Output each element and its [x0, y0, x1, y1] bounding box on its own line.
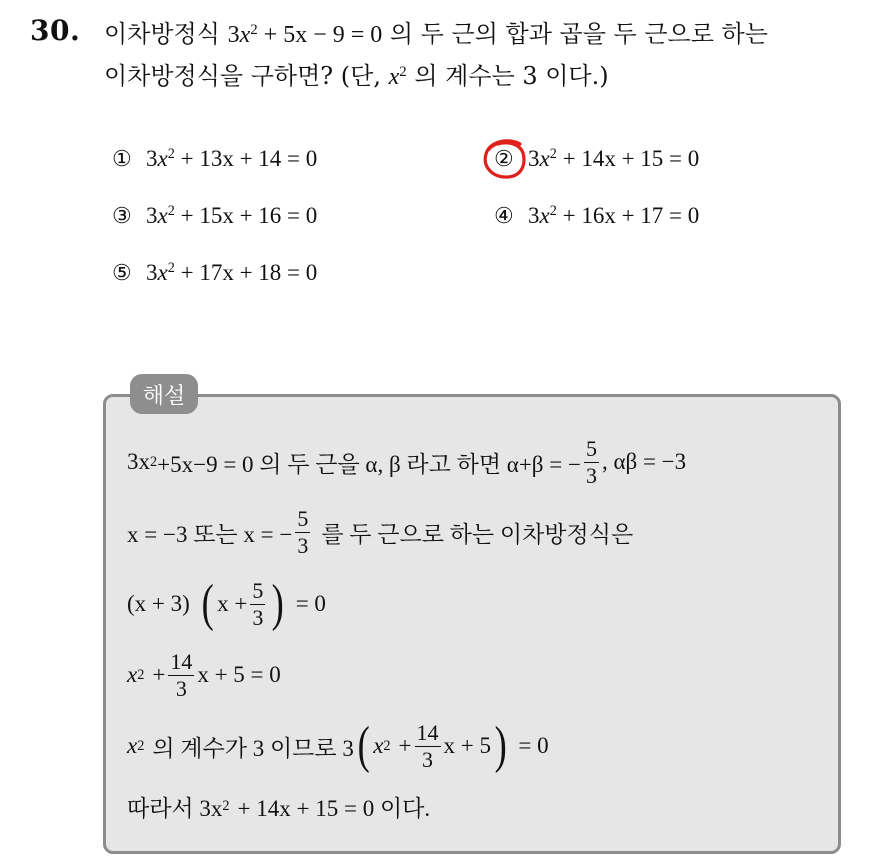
solution-line-5: x 2 의 계수가 3 이므로 3 ( x 2 + $\frac{14}{3}$ x + 5 ) = 0 [127, 717, 549, 774]
fraction: $\frac{14}{3}$ [170, 649, 193, 701]
choice-expression: $3x^2 + 16x + 17 = 0$ [528, 203, 700, 228]
solution-line-2: x = −3 또는 x = − $\frac{5}{3}$ 를 두 근으로 하는 이차방정식은 [127, 506, 634, 558]
question-prefix-2: 이차방정식을 구하면? (단, [104, 62, 381, 90]
question-variable: $x^2$ [388, 63, 407, 90]
answer-circle-mark [480, 136, 530, 182]
solution-tab-label: 해설 [130, 374, 198, 414]
choice-expression: $3x^2 + 17x + 18 = 0$ [146, 260, 318, 285]
choice-number: ⑤ [112, 260, 132, 285]
choice-5[interactable] [112, 260, 317, 286]
choice-4[interactable] [494, 203, 699, 229]
question-prefix: 이차방정식 [104, 20, 220, 48]
fraction: $\frac{5}{3}$ [252, 578, 264, 630]
question-suffix-2: 의 계수는 3 이다.) [414, 62, 609, 90]
choice-number: ③ [112, 203, 132, 228]
question-number: 30. [30, 14, 81, 47]
solution-line-6: 따라서 3x 2 + 14x + 15 = 0 이다. [127, 795, 431, 821]
question-text-line-1 [104, 14, 768, 49]
fraction: $\frac{14}{3}$ [416, 720, 439, 772]
solution-line-3: (x + 3) ( x + $\frac{5}{3}$ ) = 0 [127, 575, 326, 632]
choice-1[interactable] [112, 146, 317, 172]
choice-3[interactable] [112, 203, 317, 229]
question-text-line-2 [104, 56, 609, 91]
solution-line-1: 3x 2 +5x−9 = 0 의 두 근을 α, β 라고 하면 α+β = − $\frac{5}{3}$ , αβ = −3 [127, 436, 687, 488]
choice-number: ① [112, 146, 132, 171]
choice-expression: $3x^2 + 15x + 16 = 0$ [146, 203, 318, 228]
fraction: $\frac{5}{3}$ [585, 436, 597, 488]
choice-expression: $3x^2 + 13x + 14 = 0$ [146, 146, 318, 171]
question-equation: $3x^2 + 5x - 9 = 0$ [227, 21, 383, 48]
choice-number: ② [494, 146, 514, 171]
question-suffix: 의 두 근의 합과 곱을 두 근으로 하는 [389, 20, 768, 48]
choice-number: ④ [494, 203, 514, 228]
solution-line-4: x 2 + $\frac{14}{3}$ x + 5 = 0 [127, 649, 281, 701]
choice-expression: $3x^2 + 14x + 15 = 0$ [528, 146, 700, 171]
fraction: $\frac{5}{3}$ [297, 506, 309, 558]
